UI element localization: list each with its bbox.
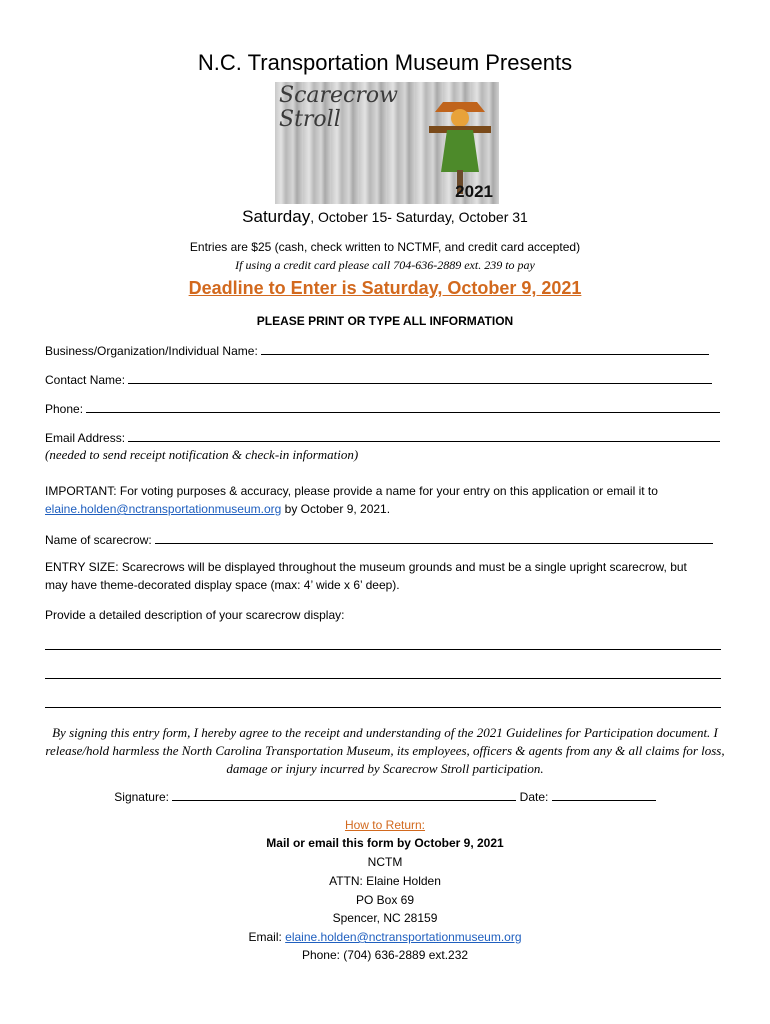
return-email-row [0,930,770,944]
return-attn: ATTN: Elaine Holden [329,874,441,888]
email-note: (needed to send receipt notification & check-in information) [45,447,359,462]
credit-card-note: If using a credit card please call 704-636-2889 ext. 239 to pay [235,258,535,272]
contact-name-label: Contact Name: [45,373,126,387]
event-dates [0,207,770,227]
return-email-label: Email: [248,930,286,944]
return-instruction: Mail or email this form by October 9, 2021 [266,836,504,850]
email-row [45,430,720,445]
scarecrow-icon [425,90,495,194]
dates-day: Saturday [242,207,311,226]
entry-size-line-1: ENTRY SIZE: Scarecrows will be displayed throughout the museum grounds and must be a single upright scarecrow, but [45,560,687,574]
logo-line-1: Scarecrow [279,83,398,108]
business-name-row [45,343,709,358]
signature-label: Signature: [114,790,169,804]
description-line-2[interactable] [45,678,721,679]
entry-size-line-2: may have theme-decorated display space (max: 4’ wide x 6’ deep). [45,578,400,592]
return-po-box: PO Box 69 [355,893,415,907]
business-name-field[interactable] [261,343,709,355]
signature-field[interactable] [172,789,516,801]
date-field[interactable] [552,789,656,801]
logo-line-2: Stroll [279,107,341,132]
important-deadline: by October 9, 2021. [281,502,391,516]
date-label: Date: [519,790,549,804]
important-line-2 [45,502,390,516]
signature-row [0,789,770,804]
important-line-1: IMPORTANT: For voting purposes & accuracy, please provide a name for your entry on this application or email it to [45,484,658,498]
return-phone: Phone: (704) 636-2889 ext.232 [301,948,469,962]
email-label: Email Address: [45,431,126,445]
description-line-1[interactable] [45,649,721,650]
contact-name-row [45,372,712,387]
description-label: Provide a detailed description of your scarecrow display: [45,608,345,622]
return-city: Spencer, NC 28159 [332,911,438,925]
phone-label: Phone: [45,402,84,416]
return-email-link[interactable]: elaine.holden@nctransportationmuseum.org [285,930,522,944]
scarecrow-name-label: Name of scarecrow: [45,533,152,547]
description-line-3[interactable] [45,707,721,708]
entry-fee: Entries are $25 (cash, check written to NCTMF, and credit card accepted) [189,240,581,254]
important-email-link[interactable]: elaine.holden@nctransportationmuseum.org [45,502,282,516]
deadline: Deadline to Enter is Saturday, October 9, 2021 [188,278,582,298]
scarecrow-name-field[interactable] [155,532,713,544]
logo-text [279,84,398,132]
print-notice: PLEASE PRINT OR TYPE ALL INFORMATION [256,314,514,328]
scarecrow-stroll-logo [275,82,499,204]
email-field[interactable] [128,430,720,442]
logo-year: 2021 [455,182,493,201]
scarecrow-name-row [45,532,713,547]
dates-range: , October 15- Saturday, October 31 [310,209,528,225]
how-to-return-heading: How to Return: [344,818,426,832]
phone-row [45,401,720,416]
return-org: NCTM [367,855,403,869]
agreement-text: By signing this entry form, I hereby agree to the receipt and understanding of the 2021 Guidelines for Participation document. I release/hold harmless the North Carolina Transportation Museum, its employees, officers & agents from any & all claims for loss, damage or injury incurred by Scarecrow Stroll participation. [45,725,725,776]
phone-field[interactable] [86,401,720,413]
page-title: N.C. Transportation Museum Presents [197,50,573,75]
contact-name-field[interactable] [128,372,712,384]
business-name-label: Business/Organization/Individual Name: [45,344,258,358]
